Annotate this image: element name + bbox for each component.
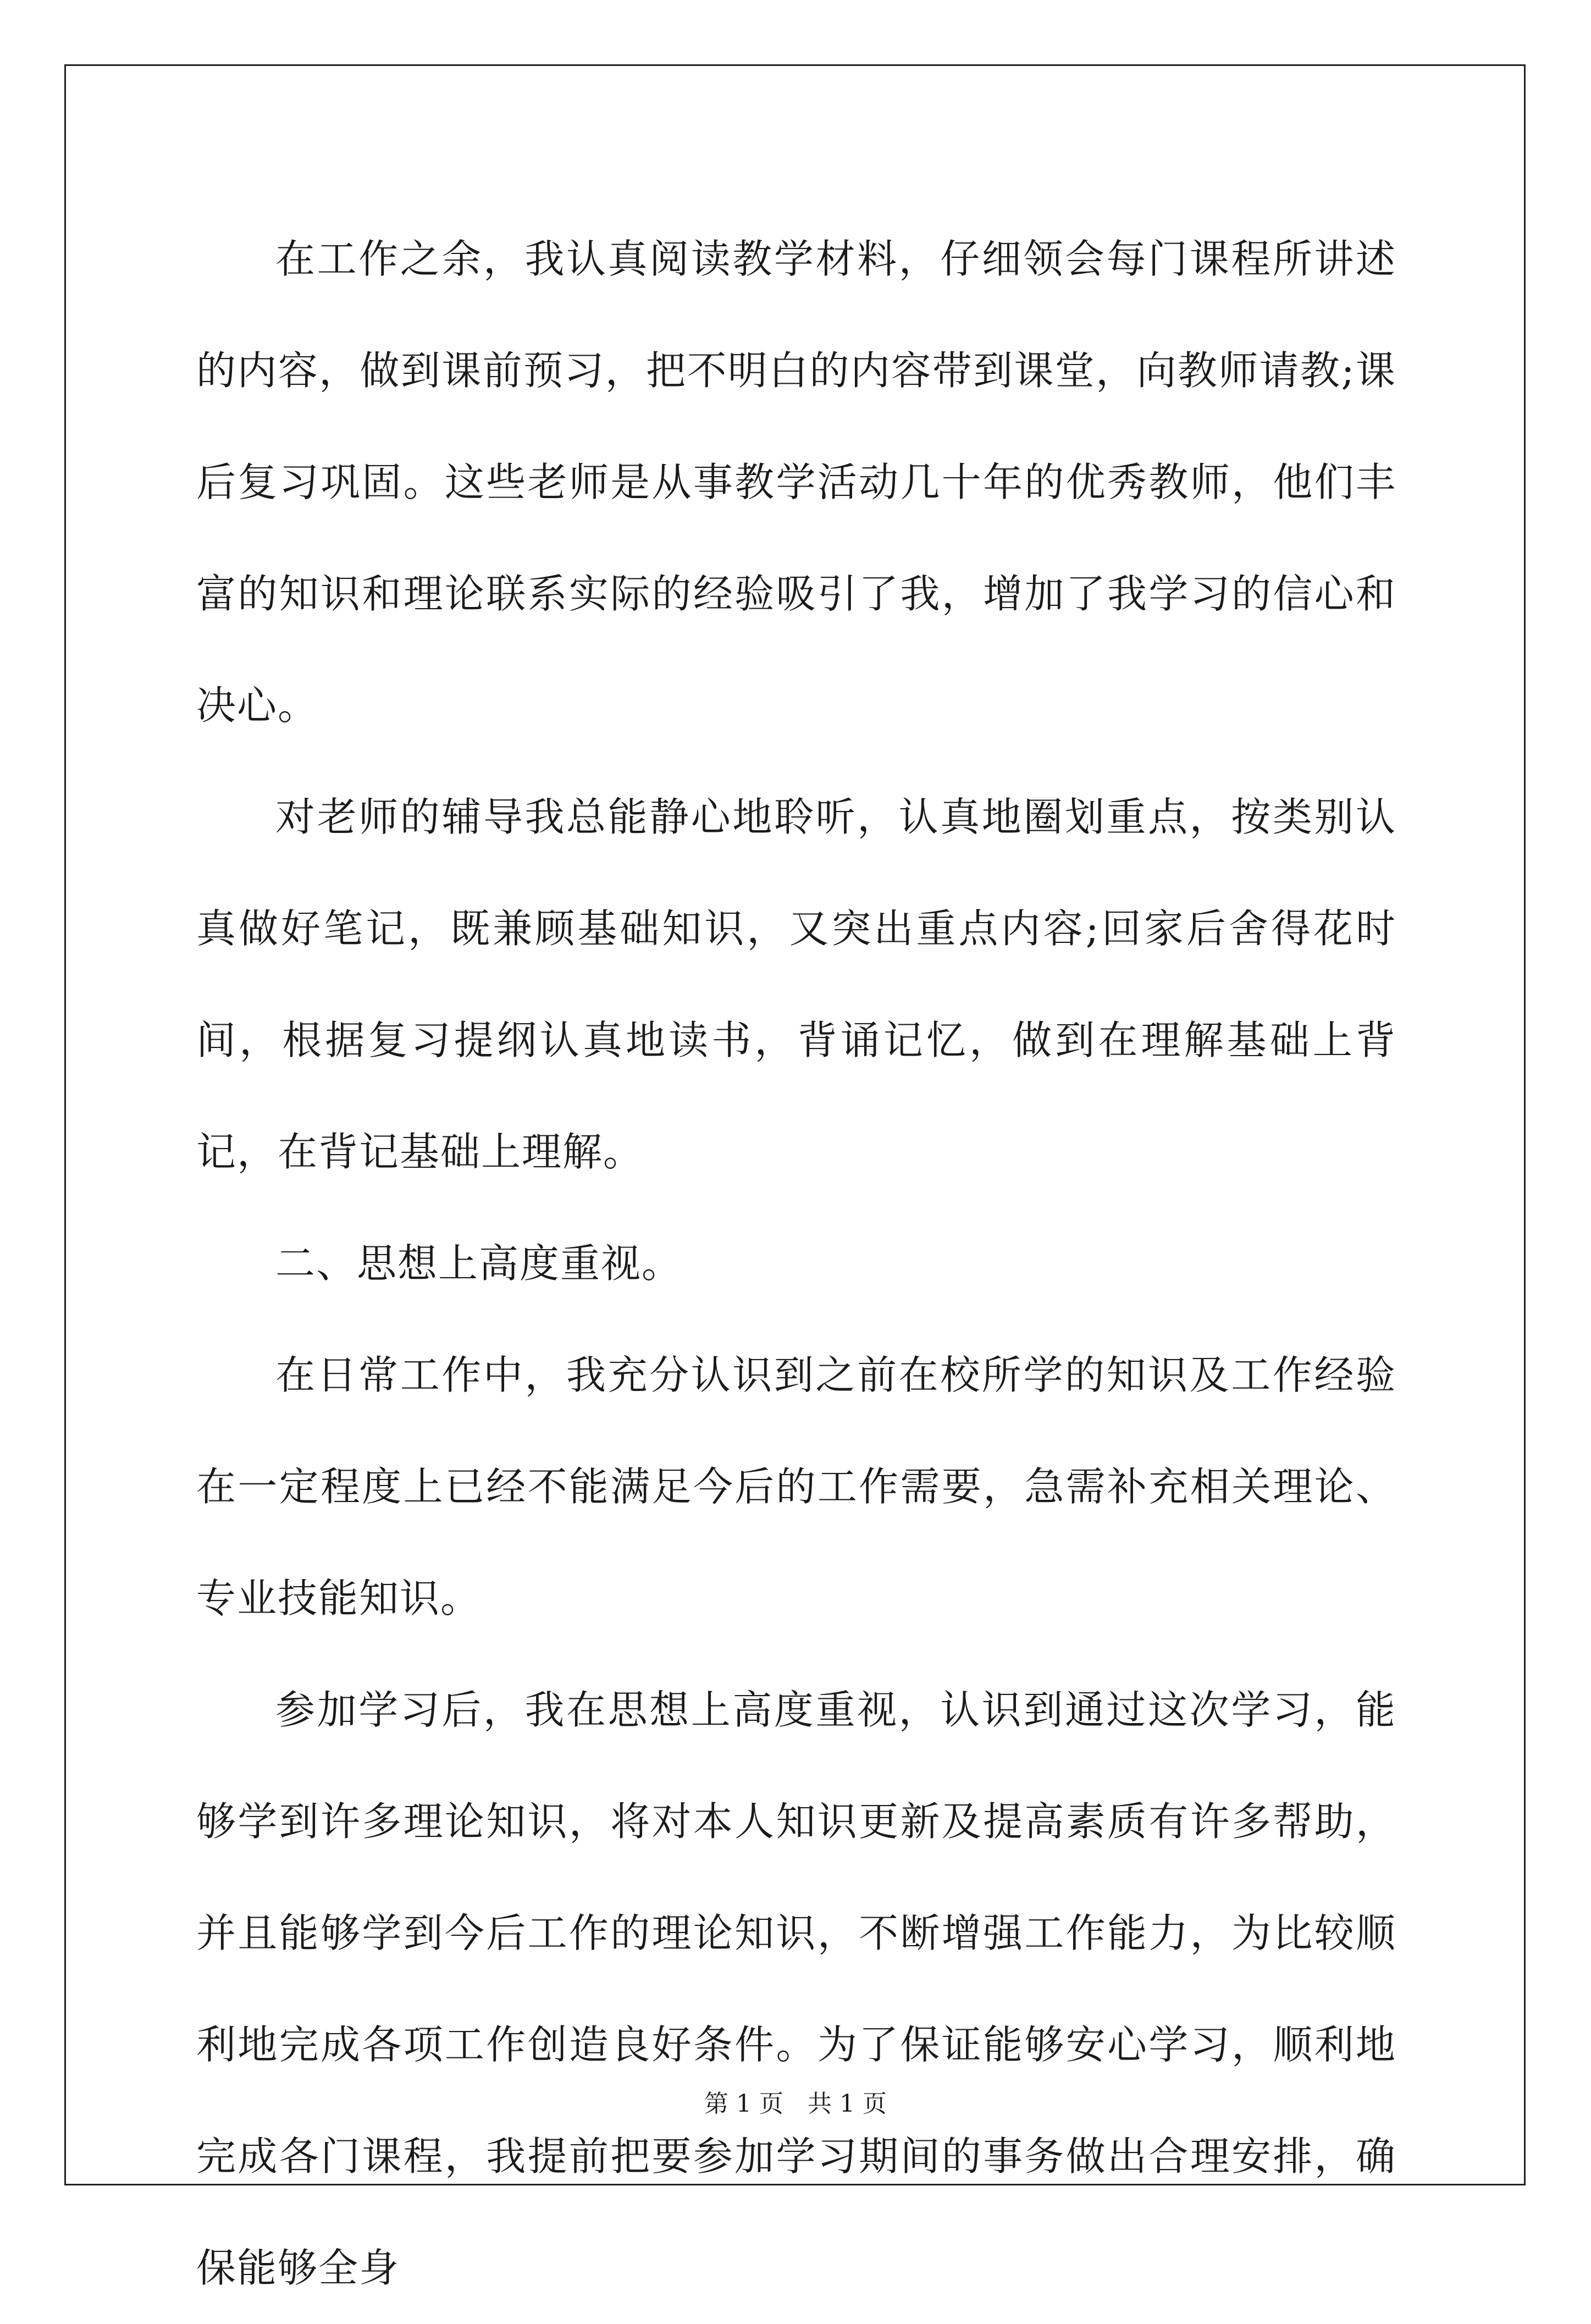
paragraph-4: 参加学习后，我在思想上高度重视，认识到通过这次学习，能够学到许多理论知识，将对本人知识更新及提高素质有许多帮助，并且能够学到今后工作的理论知识，不断增强工作能力，为比较顺利地完成各项工作创造良好条件。为了保证能够安心学习，顺利地完成各门课程，我提前把要参加学习期间的事务做出合理安排，确保能够全身: [196, 1687, 1396, 2291]
section-heading: 二、思想上高度重视。: [275, 1240, 683, 1287]
paragraph-3: 在日常工作中，我充分认识到之前在校所学的知识及工作经验在一定程度上已经不能满足今后的工作需要，急需补充相关理论、专业技能知识。: [196, 1352, 1396, 1621]
page-number: 第 1 页 共 1 页: [704, 2090, 887, 2118]
paragraph-2: 对老师的辅导我总能静心地聆听，认真地圈划重点，按类别认真做好笔记，既兼顾基础知识，又突出重点内容;回家后舍得花时间，根据复习提纲认真地读书，背诵记忆，做到在理解基础上背记，在背记基础上理解。: [196, 794, 1396, 1175]
paragraph-1: 在工作之余，我认真阅读教学材料，仔细领会每门课程所讲述的内容，做到课前预习，把不明白的内容带到课堂，向教师请教;课后复习巩固。这些老师是从事教学活动几十年的优秀教师，他们丰富的知识和理论联系实际的经验吸引了我，增加了我学习的信心和决心。: [196, 236, 1396, 728]
document-body: [196, 203, 1396, 2324]
